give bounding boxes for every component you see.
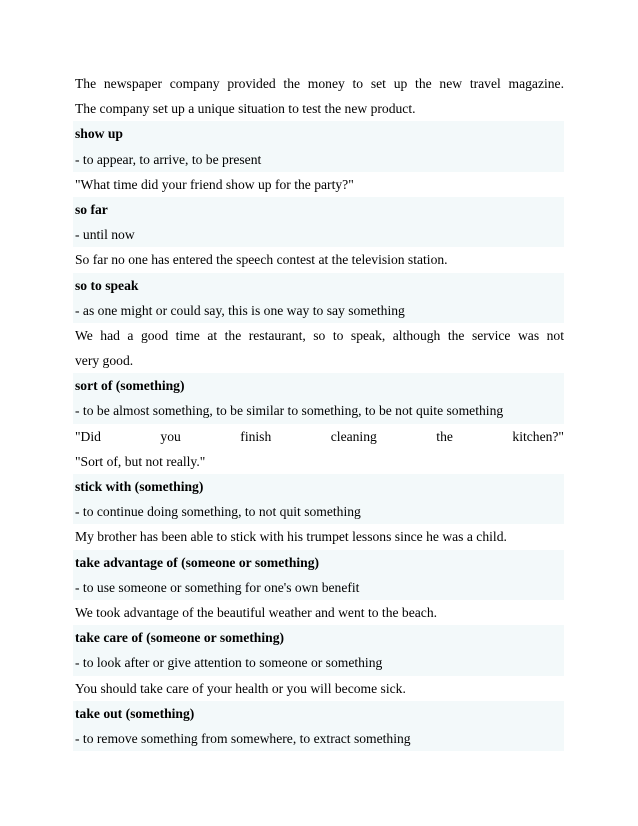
idiom-definition: - to continue doing something, to not quit something [73,499,564,524]
idiom-example: "Did you finish cleaning the kitchen?" [75,428,564,444]
idiom-example: "What time did your friend show up for the party?" [75,176,354,192]
idiom-example: We had a good time at the restaurant, so to speak, although the service was not [75,327,564,343]
text-line: The company set up a unique situation to test the new product. [75,101,416,117]
idiom-definition: - to remove something from somewhere, to extract something [73,726,564,751]
idiom-heading: take out (something) [73,701,564,726]
idiom-example: You should take care of your health or you will become sick. [75,680,406,696]
idiom-example: We took advantage of the beautiful weather and went to the beach. [75,604,438,620]
idiom-heading: so to speak [73,273,564,298]
idiom-heading: so far [73,197,564,222]
idiom-heading: stick with (something) [73,474,564,499]
idiom-definition: - to look after or give attention to someone or something [73,650,564,675]
idiom-heading: take advantage of (someone or something) [73,550,564,575]
idiom-heading: take care of (someone or something) [73,625,564,650]
idiom-heading: show up [73,121,564,146]
idiom-heading: sort of (something) [73,373,564,398]
idiom-definition: - until now [73,222,564,247]
document-body [73,71,564,751]
idiom-definition: - to use someone or something for one's own benefit [73,575,564,600]
idiom-example: "Sort of, but not really." [75,453,206,469]
idiom-definition: - to appear, to arrive, to be present [73,147,564,172]
idiom-example: very good. [75,353,134,369]
idiom-example: So far no one has entered the speech contest at the television station. [75,252,448,268]
idiom-definition: - as one might or could say, this is one way to say something [73,298,564,323]
text-line: The newspaper company provided the money to set up the new travel magazine. [75,76,564,91]
idiom-definition: - to be almost something, to be similar to something, to be not quite something [73,398,564,423]
idiom-example: My brother has been able to stick with his trumpet lessons since he was a child. [75,529,507,545]
